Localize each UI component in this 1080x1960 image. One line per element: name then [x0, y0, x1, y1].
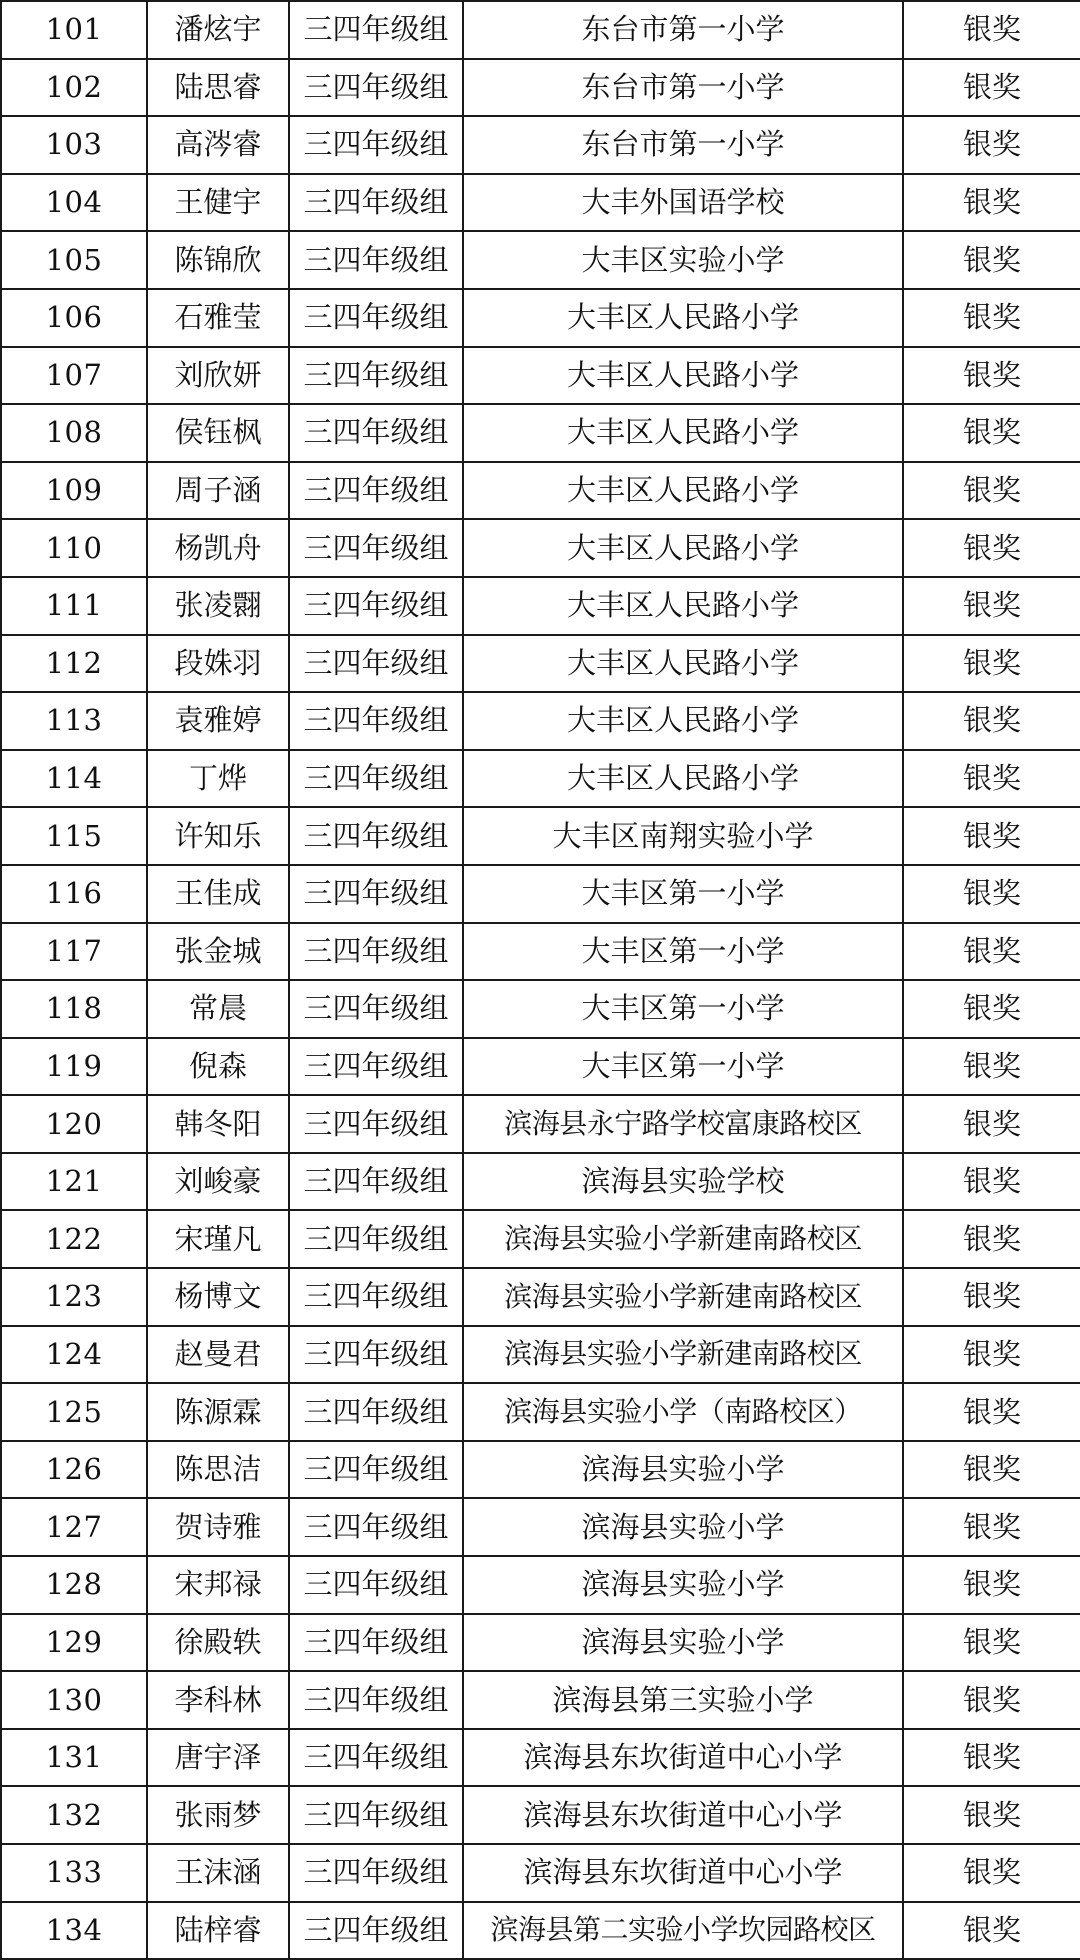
cell-number: 128	[1, 1556, 147, 1614]
table-row	[1, 1556, 1080, 1614]
table-row	[1, 1786, 1080, 1844]
table-row	[1, 980, 1080, 1038]
cell-number: 125	[1, 1383, 147, 1441]
cell-grade-group: 三四年级组	[289, 59, 463, 117]
table-row	[1, 923, 1080, 981]
cell-school: 大丰外国语学校	[463, 174, 903, 232]
cell-school: 大丰区人民路小学	[463, 750, 903, 808]
cell-student-name: 张雨梦	[147, 1786, 289, 1844]
cell-award: 银奖	[903, 1268, 1080, 1326]
cell-number: 119	[1, 1038, 147, 1096]
cell-student-name: 周子涵	[147, 462, 289, 520]
cell-student-name: 陈思洁	[147, 1441, 289, 1499]
cell-school: 滨海县实验小学新建南路校区	[463, 1210, 903, 1268]
cell-award: 银奖	[903, 807, 1080, 865]
cell-student-name: 刘欣妍	[147, 347, 289, 405]
table-row	[1, 1153, 1080, 1211]
cell-grade-group: 三四年级组	[289, 1441, 463, 1499]
cell-student-name: 丁烨	[147, 750, 289, 808]
cell-award: 银奖	[903, 1326, 1080, 1384]
cell-number: 123	[1, 1268, 147, 1326]
cell-grade-group: 三四年级组	[289, 1902, 463, 1960]
cell-grade-group: 三四年级组	[289, 1383, 463, 1441]
table-row	[1, 1441, 1080, 1499]
cell-grade-group: 三四年级组	[289, 1614, 463, 1672]
cell-number: 113	[1, 692, 147, 750]
cell-grade-group: 三四年级组	[289, 750, 463, 808]
cell-award: 银奖	[903, 519, 1080, 577]
cell-student-name: 陈源霖	[147, 1383, 289, 1441]
cell-award: 银奖	[903, 1095, 1080, 1153]
cell-grade-group: 三四年级组	[289, 923, 463, 981]
cell-number: 134	[1, 1902, 147, 1960]
table-row	[1, 174, 1080, 232]
table-row	[1, 289, 1080, 347]
cell-number: 108	[1, 404, 147, 462]
cell-grade-group: 三四年级组	[289, 807, 463, 865]
cell-grade-group: 三四年级组	[289, 980, 463, 1038]
cell-school: 滨海县实验小学新建南路校区	[463, 1268, 903, 1326]
cell-school: 大丰区人民路小学	[463, 289, 903, 347]
table-row	[1, 1095, 1080, 1153]
cell-student-name: 段姝羽	[147, 635, 289, 693]
cell-school: 东台市第一小学	[463, 59, 903, 117]
cell-student-name: 王佳成	[147, 865, 289, 923]
cell-number: 105	[1, 231, 147, 289]
cell-school: 滨海县东坎街道中心小学	[463, 1844, 903, 1902]
cell-student-name: 石雅莹	[147, 289, 289, 347]
cell-number: 130	[1, 1671, 147, 1729]
cell-school: 滨海县第三实验小学	[463, 1671, 903, 1729]
cell-student-name: 李科林	[147, 1671, 289, 1729]
table-row	[1, 1902, 1080, 1960]
cell-school: 大丰区第一小学	[463, 923, 903, 981]
table-row	[1, 1038, 1080, 1096]
cell-school: 大丰区人民路小学	[463, 692, 903, 750]
cell-school: 大丰区人民路小学	[463, 347, 903, 405]
cell-award: 银奖	[903, 1, 1080, 59]
cell-number: 102	[1, 59, 147, 117]
cell-award: 银奖	[903, 1210, 1080, 1268]
cell-grade-group: 三四年级组	[289, 1844, 463, 1902]
cell-award: 银奖	[903, 865, 1080, 923]
cell-school: 大丰区人民路小学	[463, 404, 903, 462]
cell-number: 117	[1, 923, 147, 981]
cell-number: 122	[1, 1210, 147, 1268]
cell-number: 133	[1, 1844, 147, 1902]
cell-award: 银奖	[903, 1614, 1080, 1672]
cell-number: 107	[1, 347, 147, 405]
cell-student-name: 贺诗雅	[147, 1498, 289, 1556]
cell-student-name: 韩冬阳	[147, 1095, 289, 1153]
cell-number: 104	[1, 174, 147, 232]
cell-award: 银奖	[903, 750, 1080, 808]
cell-grade-group: 三四年级组	[289, 635, 463, 693]
cell-student-name: 侯钰枫	[147, 404, 289, 462]
table-row	[1, 347, 1080, 405]
table-row	[1, 404, 1080, 462]
cell-student-name: 王沫涵	[147, 1844, 289, 1902]
cell-grade-group: 三四年级组	[289, 1153, 463, 1211]
cell-award: 银奖	[903, 1153, 1080, 1211]
cell-school: 滨海县东坎街道中心小学	[463, 1786, 903, 1844]
cell-student-name: 潘炫宇	[147, 1, 289, 59]
cell-award: 银奖	[903, 1671, 1080, 1729]
cell-student-name: 赵曼君	[147, 1326, 289, 1384]
cell-school: 大丰区人民路小学	[463, 635, 903, 693]
cell-award: 银奖	[903, 1729, 1080, 1787]
cell-grade-group: 三四年级组	[289, 519, 463, 577]
cell-school: 滨海县永宁路学校富康路校区	[463, 1095, 903, 1153]
cell-award: 银奖	[903, 1498, 1080, 1556]
table-row	[1, 1844, 1080, 1902]
table-row	[1, 1326, 1080, 1384]
cell-school: 大丰区第一小学	[463, 865, 903, 923]
cell-grade-group: 三四年级组	[289, 1729, 463, 1787]
table-row	[1, 519, 1080, 577]
cell-school: 大丰区人民路小学	[463, 462, 903, 520]
cell-school: 大丰区人民路小学	[463, 519, 903, 577]
cell-number: 124	[1, 1326, 147, 1384]
cell-school: 大丰区人民路小学	[463, 577, 903, 635]
cell-award: 银奖	[903, 116, 1080, 174]
cell-award: 银奖	[903, 1902, 1080, 1960]
cell-number: 101	[1, 1, 147, 59]
cell-student-name: 唐宇泽	[147, 1729, 289, 1787]
table-row	[1, 59, 1080, 117]
cell-grade-group: 三四年级组	[289, 1556, 463, 1614]
cell-number: 106	[1, 289, 147, 347]
table-row	[1, 692, 1080, 750]
cell-grade-group: 三四年级组	[289, 1786, 463, 1844]
cell-school: 滨海县实验学校	[463, 1153, 903, 1211]
cell-award: 银奖	[903, 1786, 1080, 1844]
table-row	[1, 577, 1080, 635]
cell-grade-group: 三四年级组	[289, 1498, 463, 1556]
award-list-body	[1, 1, 1080, 1959]
cell-number: 121	[1, 1153, 147, 1211]
cell-school: 滨海县实验小学	[463, 1441, 903, 1499]
cell-award: 银奖	[903, 923, 1080, 981]
cell-school: 滨海县实验小学	[463, 1614, 903, 1672]
cell-award: 银奖	[903, 347, 1080, 405]
cell-student-name: 刘峻豪	[147, 1153, 289, 1211]
cell-school: 滨海县实验小学	[463, 1556, 903, 1614]
cell-school: 滨海县实验小学（南路校区）	[463, 1383, 903, 1441]
cell-award: 银奖	[903, 404, 1080, 462]
cell-award: 银奖	[903, 1383, 1080, 1441]
cell-award: 银奖	[903, 635, 1080, 693]
cell-grade-group: 三四年级组	[289, 289, 463, 347]
cell-student-name: 宋邦禄	[147, 1556, 289, 1614]
cell-award: 银奖	[903, 174, 1080, 232]
cell-grade-group: 三四年级组	[289, 116, 463, 174]
cell-student-name: 倪森	[147, 1038, 289, 1096]
cell-grade-group: 三四年级组	[289, 1671, 463, 1729]
cell-school: 滨海县东坎街道中心小学	[463, 1729, 903, 1787]
table-row	[1, 865, 1080, 923]
cell-grade-group: 三四年级组	[289, 231, 463, 289]
cell-grade-group: 三四年级组	[289, 1210, 463, 1268]
cell-grade-group: 三四年级组	[289, 1038, 463, 1096]
table-row	[1, 635, 1080, 693]
cell-grade-group: 三四年级组	[289, 692, 463, 750]
cell-number: 103	[1, 116, 147, 174]
table-row	[1, 1614, 1080, 1672]
cell-school: 大丰区第一小学	[463, 980, 903, 1038]
cell-grade-group: 三四年级组	[289, 1326, 463, 1384]
cell-number: 110	[1, 519, 147, 577]
table-row	[1, 116, 1080, 174]
cell-number: 120	[1, 1095, 147, 1153]
cell-number: 132	[1, 1786, 147, 1844]
cell-student-name: 杨凯舟	[147, 519, 289, 577]
cell-student-name: 徐殿轶	[147, 1614, 289, 1672]
cell-number: 115	[1, 807, 147, 865]
cell-grade-group: 三四年级组	[289, 1095, 463, 1153]
cell-school: 东台市第一小学	[463, 116, 903, 174]
cell-award: 银奖	[903, 1556, 1080, 1614]
cell-number: 111	[1, 577, 147, 635]
cell-number: 118	[1, 980, 147, 1038]
cell-grade-group: 三四年级组	[289, 174, 463, 232]
table-row	[1, 231, 1080, 289]
cell-award: 银奖	[903, 59, 1080, 117]
cell-student-name: 陈锦欣	[147, 231, 289, 289]
cell-number: 114	[1, 750, 147, 808]
cell-award: 银奖	[903, 1441, 1080, 1499]
cell-award: 银奖	[903, 1038, 1080, 1096]
cell-number: 127	[1, 1498, 147, 1556]
table-row	[1, 807, 1080, 865]
cell-student-name: 张金城	[147, 923, 289, 981]
cell-award: 银奖	[903, 231, 1080, 289]
cell-student-name: 杨博文	[147, 1268, 289, 1326]
cell-student-name: 张凌翾	[147, 577, 289, 635]
table-row	[1, 1268, 1080, 1326]
table-row	[1, 1729, 1080, 1787]
cell-school: 东台市第一小学	[463, 1, 903, 59]
cell-student-name: 高涔睿	[147, 116, 289, 174]
table-row	[1, 462, 1080, 520]
table-row	[1, 750, 1080, 808]
table-row	[1, 1498, 1080, 1556]
table-row	[1, 1, 1080, 59]
cell-grade-group: 三四年级组	[289, 577, 463, 635]
cell-student-name: 王健宇	[147, 174, 289, 232]
cell-student-name: 许知乐	[147, 807, 289, 865]
cell-grade-group: 三四年级组	[289, 1, 463, 59]
cell-student-name: 陆梓睿	[147, 1902, 289, 1960]
cell-school: 大丰区南翔实验小学	[463, 807, 903, 865]
cell-award: 银奖	[903, 1844, 1080, 1902]
cell-grade-group: 三四年级组	[289, 347, 463, 405]
cell-school: 滨海县实验小学新建南路校区	[463, 1326, 903, 1384]
cell-number: 129	[1, 1614, 147, 1672]
cell-award: 银奖	[903, 980, 1080, 1038]
cell-number: 126	[1, 1441, 147, 1499]
cell-grade-group: 三四年级组	[289, 462, 463, 520]
cell-school: 大丰区第一小学	[463, 1038, 903, 1096]
table-row	[1, 1383, 1080, 1441]
cell-number: 131	[1, 1729, 147, 1787]
cell-student-name: 袁雅婷	[147, 692, 289, 750]
cell-number: 109	[1, 462, 147, 520]
cell-grade-group: 三四年级组	[289, 865, 463, 923]
cell-award: 银奖	[903, 577, 1080, 635]
cell-grade-group: 三四年级组	[289, 404, 463, 462]
cell-school: 滨海县第二实验小学坎园路校区	[463, 1902, 903, 1960]
cell-number: 112	[1, 635, 147, 693]
cell-student-name: 宋瑾凡	[147, 1210, 289, 1268]
cell-number: 116	[1, 865, 147, 923]
cell-grade-group: 三四年级组	[289, 1268, 463, 1326]
cell-award: 银奖	[903, 289, 1080, 347]
cell-school: 大丰区实验小学	[463, 231, 903, 289]
cell-award: 银奖	[903, 692, 1080, 750]
cell-school: 滨海县实验小学	[463, 1498, 903, 1556]
cell-award: 银奖	[903, 462, 1080, 520]
table-row	[1, 1210, 1080, 1268]
table-row	[1, 1671, 1080, 1729]
cell-student-name: 陆思睿	[147, 59, 289, 117]
cell-student-name: 常晨	[147, 980, 289, 1038]
